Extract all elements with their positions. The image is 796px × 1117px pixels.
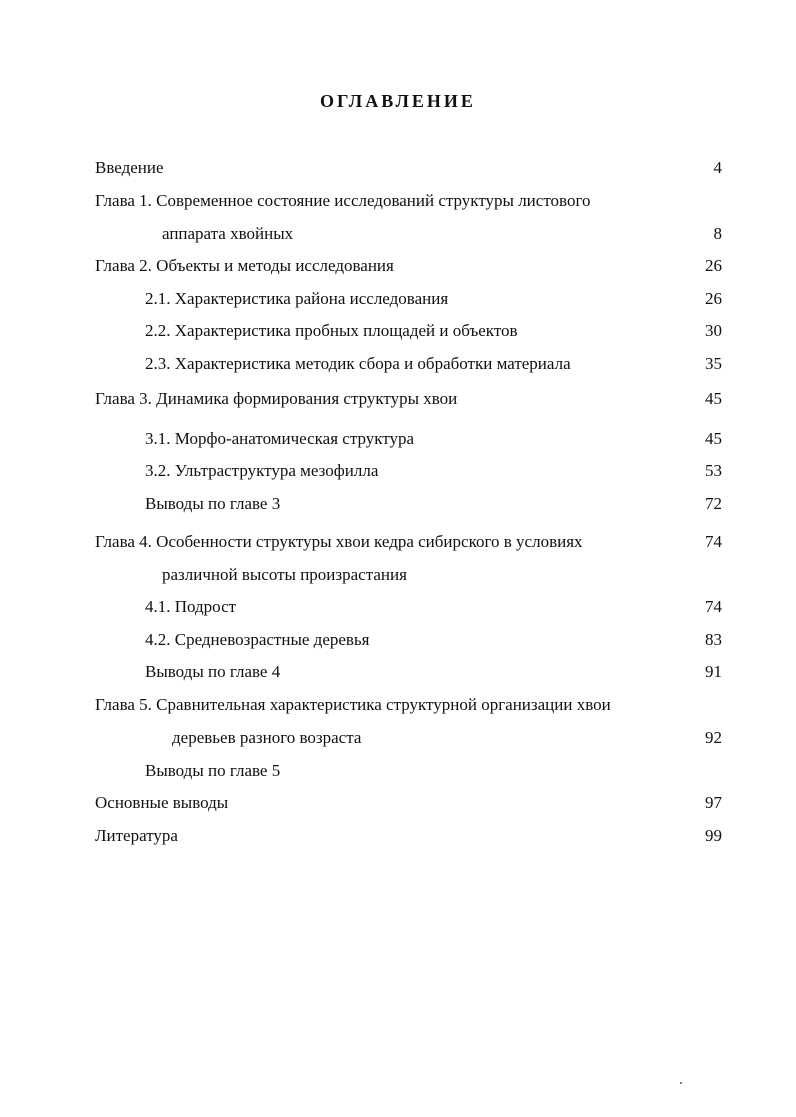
- toc-entry-section-3-1[interactable]: 3.1. Морфо-анатомическая структура: [145, 429, 415, 448]
- toc-entry-conclusions-5[interactable]: Выводы по главе 5: [145, 761, 281, 780]
- toc-page-number: 45: [705, 429, 722, 448]
- toc-entry-conclusions-3[interactable]: Выводы по главе 3: [145, 494, 281, 513]
- toc-entry-chapter-2[interactable]: Глава 2. Объекты и методы исследования: [95, 256, 394, 275]
- toc-page-number: 92: [705, 728, 722, 747]
- toc-page-number: 8: [713, 224, 722, 243]
- toc-entry-section-2-1[interactable]: 2.1. Характеристика района исследования: [145, 289, 449, 308]
- toc-entry-section-3-2[interactable]: 3.2. Ультраструктура мезофилла: [145, 461, 379, 480]
- toc-entry-section-2-2[interactable]: 2.2. Характеристика пробных площадей и объектов: [145, 321, 518, 340]
- toc-page-number: 4: [713, 158, 722, 177]
- toc-entry-section-4-2[interactable]: 4.2. Средневозрастные деревья: [145, 630, 370, 649]
- toc-page-number: 74: [705, 532, 722, 551]
- toc-page-number: 35: [705, 354, 722, 373]
- toc-entry-chapter-4[interactable]: Глава 4. Особенности структуры хвои кедра сибирского в условиях: [95, 532, 583, 551]
- toc-entry-introduction[interactable]: Введение: [95, 158, 164, 177]
- toc-entry-section-4-1[interactable]: 4.1. Подрост: [145, 597, 237, 616]
- scan-speck: [680, 1082, 682, 1084]
- toc-entry-chapter-4-continued[interactable]: различной высоты произрастания: [162, 565, 407, 584]
- toc-entry-chapter-1[interactable]: Глава 1. Современное состояние исследований структуры листового: [95, 191, 591, 210]
- toc-page-number: 26: [705, 289, 722, 308]
- toc-entry-chapter-5-continued[interactable]: деревьев разного возраста: [172, 728, 362, 747]
- toc-page-number: 72: [705, 494, 722, 513]
- toc-page-number: 30: [705, 321, 722, 340]
- toc-entry-chapter-5[interactable]: Глава 5. Сравнительная характеристика структурной организации хвои: [95, 695, 611, 714]
- toc-page-number: 53: [705, 461, 722, 480]
- toc-page-number: 45: [705, 389, 722, 408]
- toc-page-number: 97: [705, 793, 722, 812]
- toc-page-number: 26: [705, 256, 722, 275]
- toc-entry-conclusions-4[interactable]: Выводы по главе 4: [145, 662, 281, 681]
- toc-page-number: 74: [705, 597, 722, 616]
- toc-page-number: 99: [705, 826, 722, 845]
- toc-entry-chapter-3[interactable]: Глава 3. Динамика формирования структуры хвои: [95, 389, 458, 408]
- toc-entry-section-2-3[interactable]: 2.3. Характеристика методик сбора и обработки материала: [145, 354, 571, 373]
- toc-page-number: 83: [705, 630, 722, 649]
- toc-entry-literature[interactable]: Литература: [95, 826, 178, 845]
- toc-title: ОГЛАВЛЕНИЕ: [320, 91, 476, 111]
- toc-page-number: 91: [705, 662, 722, 681]
- toc-entry-main-conclusions[interactable]: Основные выводы: [95, 793, 229, 812]
- toc-entry-chapter-1-continued[interactable]: аппарата хвойных: [162, 224, 294, 243]
